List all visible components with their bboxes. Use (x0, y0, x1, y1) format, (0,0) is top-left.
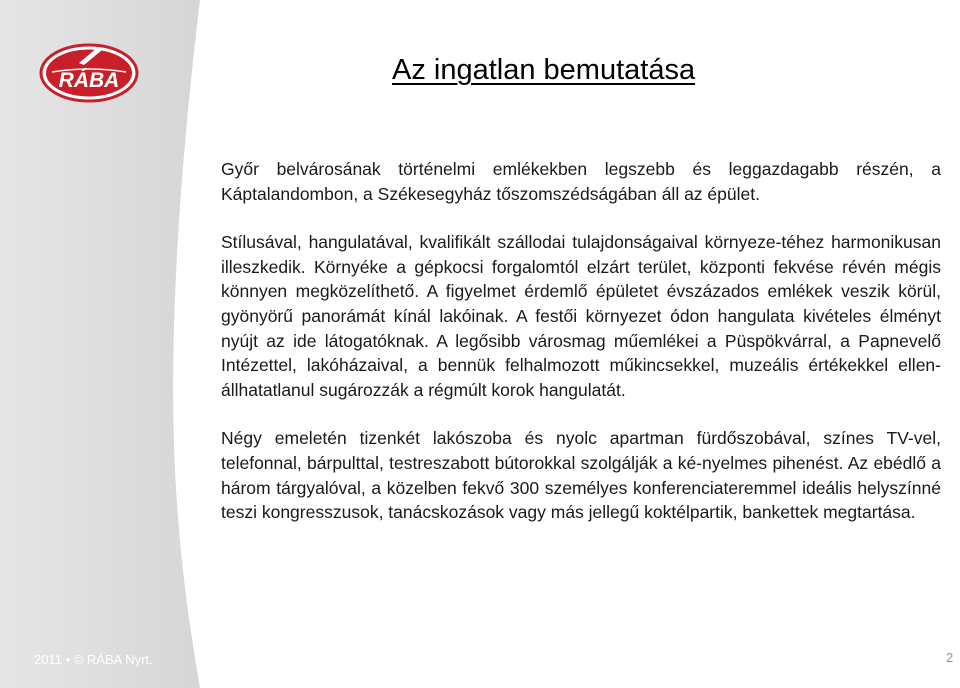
paragraph-location: Győr belvárosának történelmi emlékekben legszebb és leggazdagabb részén, a Káptalandombon, a Székesegyház tőszomszédságában áll az épület. (221, 159, 941, 204)
footer-copyright: 2011 • © RÁBA Nyrt. (34, 652, 153, 667)
body-text (221, 157, 941, 525)
page-number: 2 (946, 650, 954, 665)
paragraph-style: Stílusával, hangulatával, kvalifikált szállodai tulajdonságaival környeze-téhez harmonikusan illeszkedik. Környéke a gépkocsi forgalomtól elzárt terület, központi fekvése révén mégis könnyen megközelíthető. A figyelmet érdemlő épületet évszázados emlékek veszik körül, gyönyörű panorámát kínál lakóinak. A festői környezet ódon hangulata kivételes élményt nyújt az ide látogatóknak. A legősibb városmag műemlékei a Püspökvárral, a Papnevelő Intézettel, lakóházaival, a bennük felhalmozott műkincsekkel, muzeális értékekkel ellen-állhatatlanul sugározzák a régmúlt korok hangulatát. (221, 232, 941, 400)
raba-logo (38, 42, 140, 104)
logo-text: RÁBA (58, 69, 120, 92)
page-title: Az ingatlan bemutatása (392, 54, 696, 86)
paragraph-rooms: Négy emeletén tizenkét lakószoba és nyolc apartman fürdőszobával, színes TV-vel, telefonnal, bárpulttal, testreszabott bútorokkal szolgálják a ké-nyelmes pihenést. Az ebédlő a három tárgyalóval, a közelben fekvő 300 személyes konferenciateremmel ideális helyszínné teszi kongresszusok, tanácskozások vagy más jellegű koktélpartik, bankettek megtartása. (221, 428, 941, 523)
